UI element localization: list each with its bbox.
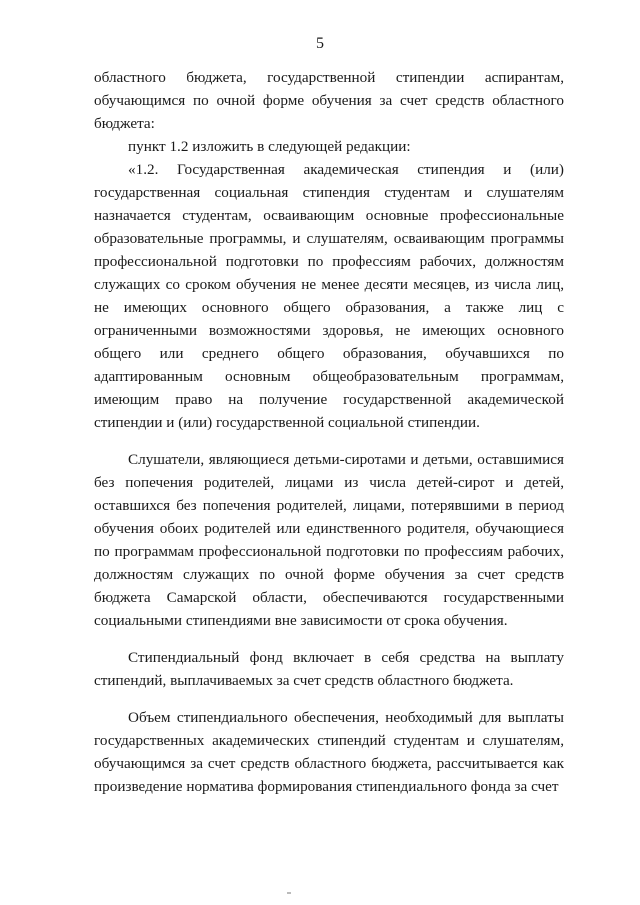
paragraph-orphans-stipend: Слушатели, являющиеся детьми-сиротами и детьми, оставшимися без попечения родителей, лицами из числа детей-сирот и детей, оставшихся без попечения родителей, лицами, потерявшими в период обучения обоих родителей или единственного родителя, обучающиеся по программам профессиональной подготовки по профессиям рабочих, должностям служащих по очной форме обучения за счет средств бюджета Самарской области, обеспечиваются государственными социальными стипендиями вне зависимости от срока обучения. [94,451,564,629]
paragraph-amendment-instruction: пункт 1.2 изложить в следующей редакции: [128,138,411,155]
paragraph-stipend-fund: Стипендиальный фонд включает в себя средства на выплату стипендий, выплачиваемых за счет средств областного бюджета. [94,649,564,689]
page-number: 5 [316,35,324,52]
scan-mark [287,892,291,894]
document-body [94,66,564,798]
paragraph-stipend-volume: Объем стипендиального обеспечения, необходимый для выплаты государственных академических стипендий студентам и слушателям, обучающимся за счет средств областного бюджета, рассчитывается как произведение норматива формирования стипендиального фонда за счет [94,709,564,795]
paragraph-continuation: областного бюджета, государственной стипендии аспирантам, обучающимся по очной форме обучения за счет средств областного бюджета: [94,69,564,132]
paragraph-clause-1-2: «1.2. Государственная академическая стипендия и (или) государственная социальная стипендия студентам и слушателям назначается студентам, осваивающим основные профессиональные образовательные программы, и слушателям, осваивающим программы профессиональной подготовки по профессиям рабочих, должностям служащих со сроком обучения не менее десяти месяцев, из числа лиц, не имеющих основного общего образования, а также лиц с ограниченными возможностями здоровья, не имеющих основного общего или среднего общего образования, обучавшихся по адаптированным основным общеобразовательным программам, имеющим право на получение государственной академической стипендии и (или) государственной социальной стипендии. [94,161,564,431]
